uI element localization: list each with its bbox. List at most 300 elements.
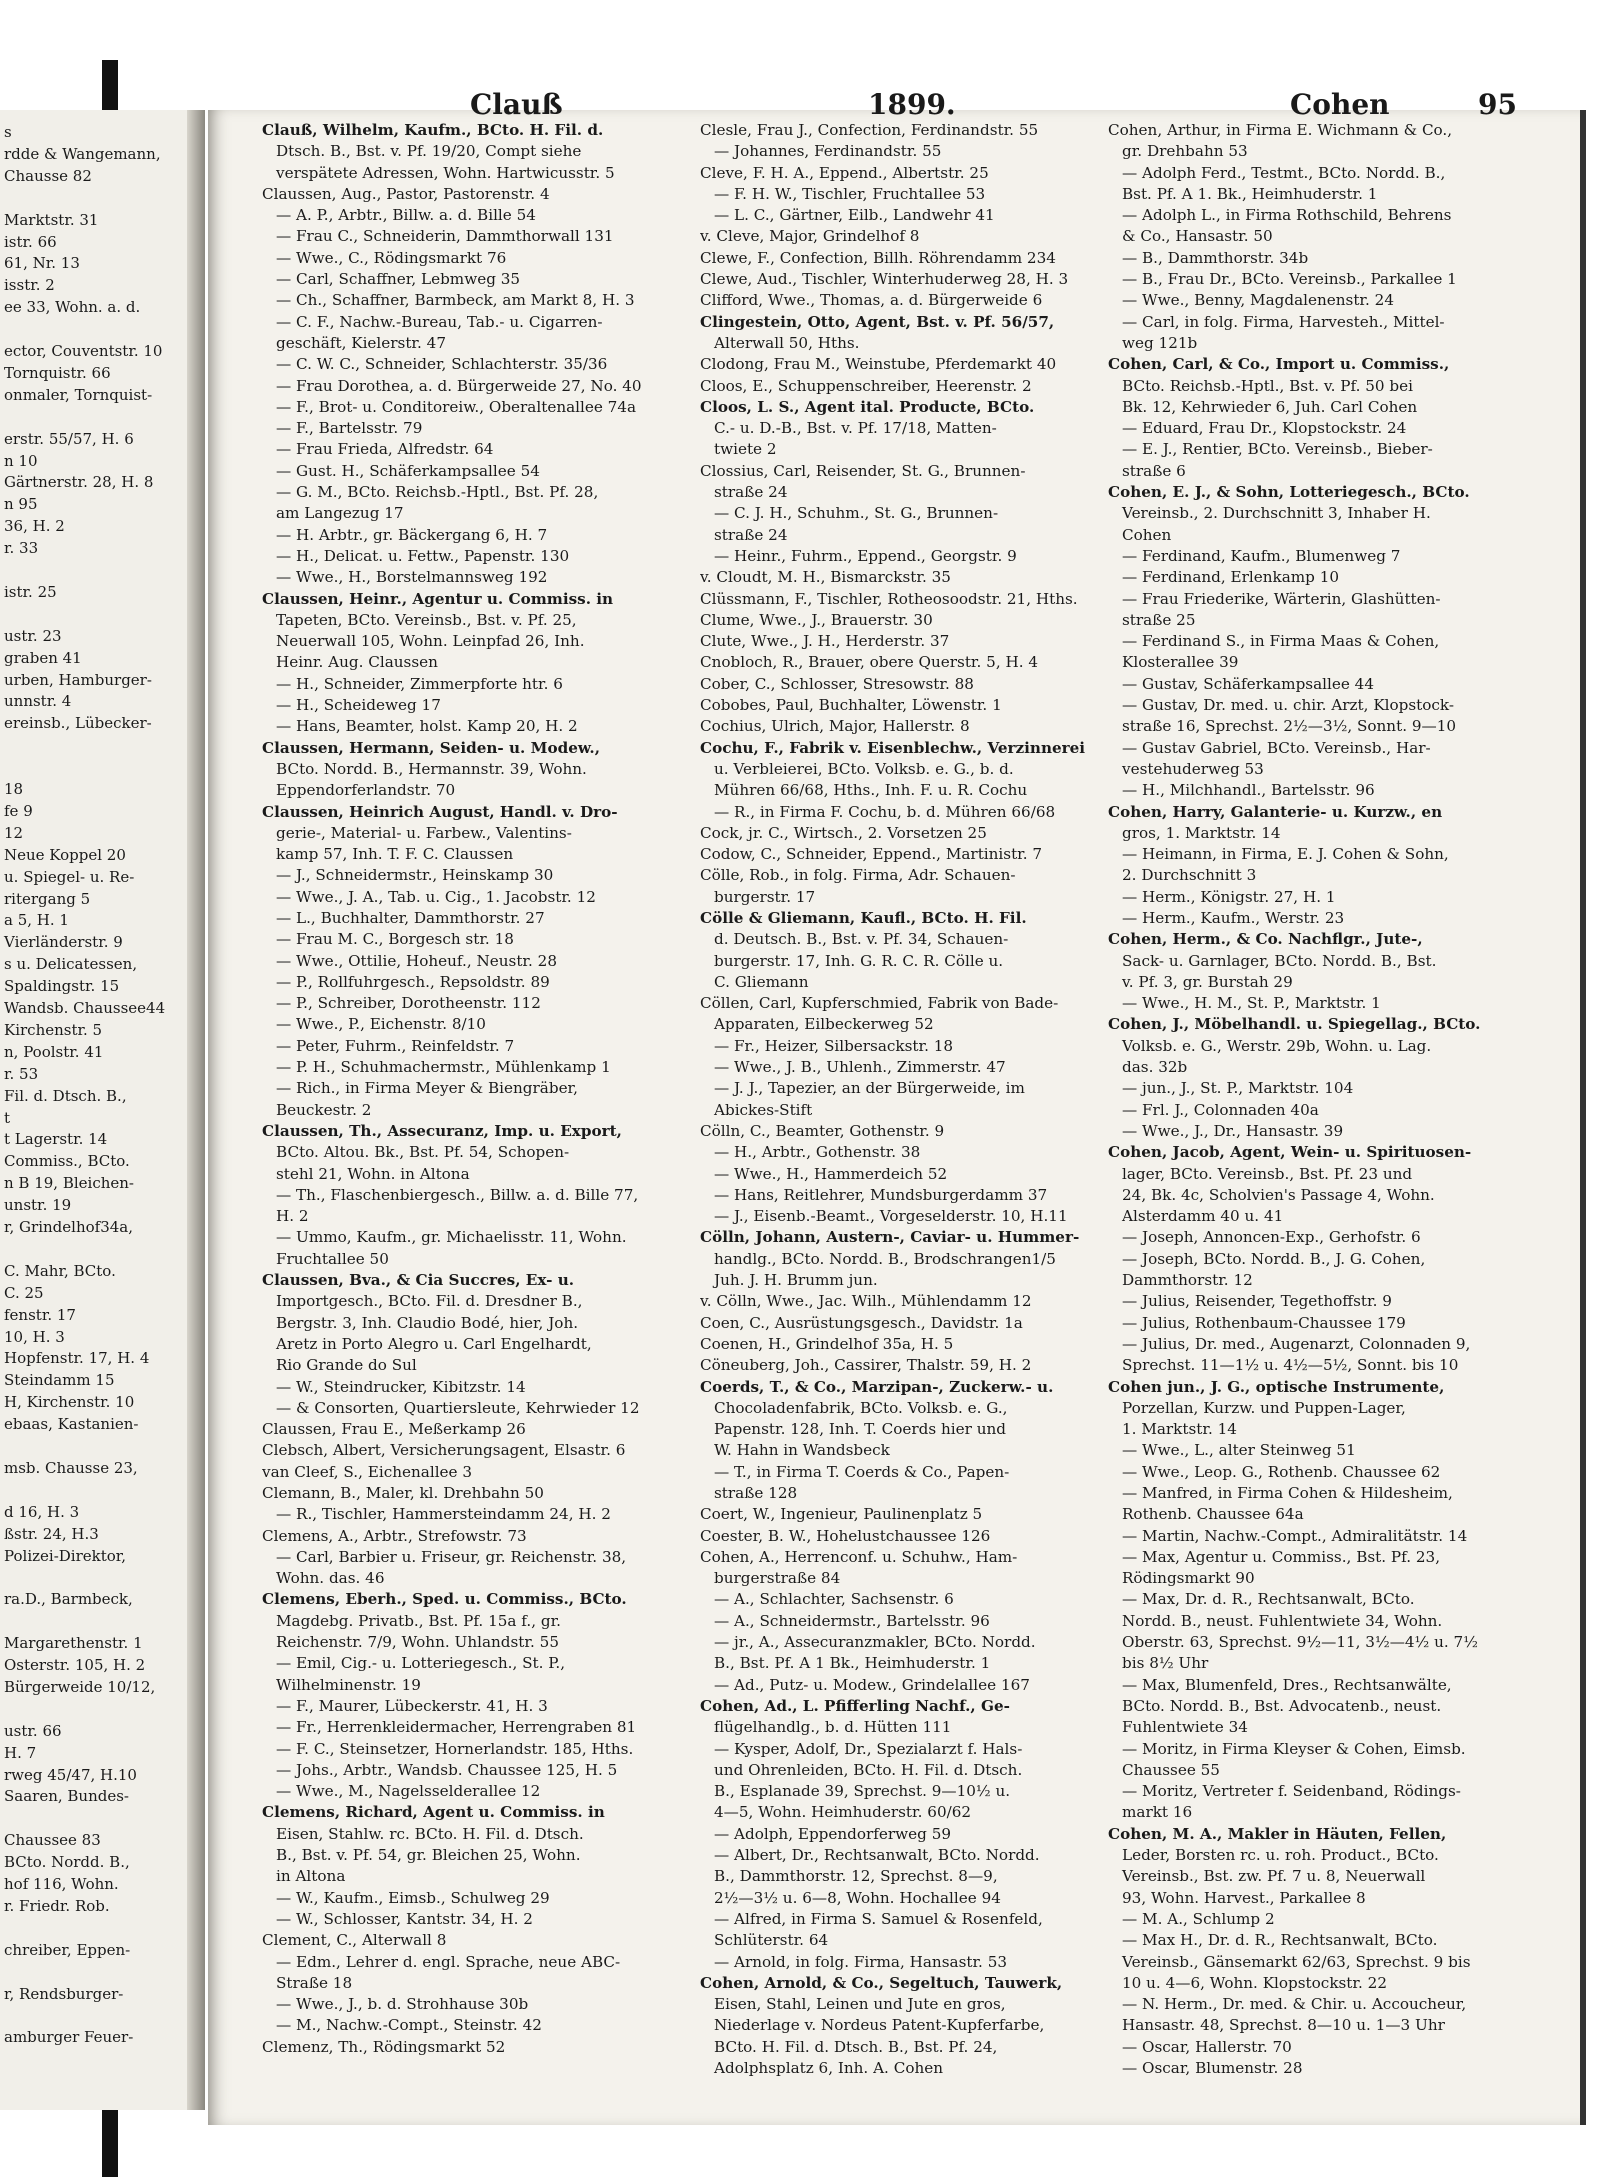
running-head-right: Cohen — [1290, 88, 1390, 121]
directory-entry-continuation: — Herm., Königstr. 27, H. 1 — [1122, 887, 1336, 906]
left-fragment-line: r. 53 — [4, 1064, 39, 1083]
directory-entry-continuation: Fuhlentwiete 34 — [1122, 1718, 1248, 1737]
directory-entry-continuation: — Adolph, Eppendorferweg 59 — [714, 1824, 952, 1843]
directory-entry-continuation: — Frau C., Schneiderin, Dammthorwall 131 — [276, 227, 614, 246]
directory-entry-continuation: Eppendorferlandstr. 70 — [276, 781, 456, 800]
directory-entry-continuation: — Carl, Barbier u. Friseur, gr. Reichenstr. 38, — [276, 1547, 627, 1566]
left-fragment-line: ritergang 5 — [4, 889, 91, 908]
left-fragment-line: rweg 45/47, H.10 — [4, 1765, 137, 1784]
directory-entry-firm: Claussen, Heinrich August, Handl. v. Dro- — [262, 802, 618, 821]
left-fragment-line: Fil. d. Dtsch. B., — [4, 1086, 127, 1105]
left-fragment-line: Commiss., BCto. — [4, 1152, 130, 1171]
directory-entry-continuation: — F. C., Steinsetzer, Hornerlandstr. 185, Hths. — [276, 1739, 634, 1758]
left-fragment-line: istr. 66 — [4, 232, 57, 251]
directory-entry: Cober, C., Schlosser, Stresowstr. 88 — [700, 674, 974, 693]
directory-entry-continuation: Nordd. B., neust. Fuhlentwiete 34, Wohn. — [1122, 1611, 1443, 1630]
directory-entry-firm: Claussen, Bva., & Cia Succres, Ex- u. — [262, 1271, 575, 1290]
directory-entry-continuation: — Adolph Ferd., Testmt., BCto. Nordd. B., — [1122, 163, 1446, 182]
directory-entry-continuation: Dammthorstr. 12 — [1122, 1271, 1253, 1290]
directory-entry-continuation: — Max, Blumenfeld, Dres., Rechtsanwälte, — [1122, 1675, 1452, 1694]
running-head-year: 1899. — [868, 88, 956, 121]
directory-entry-continuation: Eisen, Stahlw. rc. BCto. H. Fil. d. Dtsch. — [276, 1824, 584, 1843]
directory-entry: Clemens, A., Arbtr., Strefowstr. 73 — [262, 1526, 527, 1545]
directory-entry-continuation: Importgesch., BCto. Fil. d. Dresdner B., — [276, 1292, 583, 1311]
left-fragment-line: Bürgerweide 10/12, — [4, 1677, 156, 1696]
left-fragment-line: fenstr. 17 — [4, 1305, 76, 1324]
left-fragment-line: ector, Couventstr. 10 — [4, 342, 163, 360]
directory-entry-continuation: — & Consorten, Quartiersleute, Kehrwieder 12 — [276, 1398, 640, 1417]
directory-entry-continuation: kamp 57, Inh. T. F. C. Claussen — [276, 845, 514, 864]
directory-entry-continuation: — Frau Dorothea, a. d. Bürgerweide 27, No. 40 — [276, 376, 642, 395]
directory-entry: Cöneuberg, Joh., Cassirer, Thalstr. 59, H. 2 — [700, 1356, 1032, 1375]
directory-entry-continuation: Vereinsb., Bst. zw. Pf. 7 u. 8, Neuerwall — [1122, 1867, 1426, 1886]
directory-entry-continuation: Neuerwall 105, Wohn. Leinpfad 26, Inh. — [276, 632, 585, 651]
directory-entry-continuation: — Heimann, in Firma, E. J. Cohen & Sohn, — [1122, 845, 1449, 864]
directory-entry-continuation: B., Dammthorstr. 12, Sprechst. 8—9, — [714, 1867, 998, 1886]
left-fragment-line: s u. Delicatessen, — [4, 955, 138, 974]
left-fragment-line: Polizei-Direktor, — [4, 1546, 127, 1565]
directory-entry-continuation: — Ferdinand, Erlenkamp 10 — [1122, 568, 1340, 587]
directory-entry: Clossius, Carl, Reisender, St. G., Brunnen- — [700, 461, 1026, 480]
directory-entry-continuation: BCto. Nordd. B., Bst. Advocatenb., neust. — [1122, 1696, 1442, 1715]
left-fragment-line: ßstr. 24, H.3 — [4, 1524, 99, 1543]
directory-entry-continuation: Rio Grande do Sul — [276, 1356, 417, 1375]
directory-entry: Clute, Wwe., J. H., Herderstr. 37 — [700, 632, 950, 651]
directory-entry-continuation: burgerstr. 17, Inh. G. R. C. R. Cölle u. — [714, 951, 1004, 970]
directory-entry-continuation: — Arnold, in folg. Firma, Hansastr. 53 — [714, 1952, 1008, 1971]
left-fragment-line: Wandsb. Chaussee44 — [4, 999, 166, 1017]
column-2 — [700, 120, 1110, 2079]
directory-entry-continuation: — H., Scheideweg 17 — [276, 696, 441, 715]
directory-entry-continuation: — Gustav Gabriel, BCto. Vereinsb., Har- — [1122, 738, 1431, 757]
directory-entry-continuation: BCto. Reichsb.-Hptl., Bst. v. Pf. 50 bei — [1122, 376, 1413, 395]
left-fragment-line: onmaler, Tornquist- — [4, 385, 153, 404]
directory-entry-continuation: — F., Bartelsstr. 79 — [276, 419, 423, 438]
directory-entry-continuation: geschäft, Kielerstr. 47 — [276, 333, 446, 352]
directory-entry-continuation: Reichenstr. 7/9, Wohn. Uhlandstr. 55 — [276, 1633, 559, 1652]
directory-entry-continuation: Sack- u. Garnlager, BCto. Nordd. B., Bst. — [1122, 951, 1437, 970]
directory-entry-continuation: Klosterallee 39 — [1122, 653, 1239, 672]
directory-entry-continuation: — N. Herm., Dr. med. & Chir. u. Accoucheur, — [1122, 1995, 1467, 2014]
directory-entry-continuation: bis 8½ Uhr — [1122, 1654, 1209, 1673]
directory-entry-continuation: Magdebg. Privatb., Bst. Pf. 15a f., gr. — [276, 1611, 561, 1630]
directory-entry: Coen, C., Ausrüstungsgesch., Davidstr. 1a — [700, 1313, 1023, 1332]
directory-entry-continuation: — Wwe., H., Hammerdeich 52 — [714, 1164, 948, 1183]
directory-entry-continuation: — Joseph, BCto. Nordd. B., J. G. Cohen, — [1122, 1249, 1426, 1268]
directory-entry-continuation: — Hans, Beamter, holst. Kamp 20, H. 2 — [276, 717, 578, 736]
directory-entry-continuation: — Moritz, Vertreter f. Seidenband, Rödings- — [1122, 1782, 1461, 1801]
left-fragment-line: erstr. 55/57, H. 6 — [4, 429, 134, 448]
left-fragment-line: 18 — [4, 780, 24, 798]
directory-entry-continuation: Porzellan, Kurzw. und Puppen-Lager, — [1122, 1398, 1406, 1417]
left-fragment-line: n 95 — [4, 495, 38, 514]
left-fragment-line: fe 9 — [4, 801, 33, 820]
directory-entry-firm: Cloos, L. S., Agent ital. Producte, BCto. — [700, 397, 1035, 416]
directory-entry-continuation: u. Verbleierei, BCto. Volksb. e. G., b. d. — [714, 759, 1014, 778]
directory-entry-continuation: Alterwall 50, Hths. — [714, 333, 860, 352]
directory-entry-continuation: — Wwe., C., Rödingsmarkt 76 — [276, 248, 507, 267]
left-fragment-line: Steindamm 15 — [4, 1371, 115, 1390]
directory-entry-continuation: in Altona — [276, 1867, 346, 1886]
directory-entry-continuation: — Gustav, Dr. med. u. chir. Arzt, Klopstock- — [1122, 696, 1454, 715]
directory-entry: Clebsch, Albert, Versicherungsagent, Elsastr. 6 — [262, 1441, 626, 1460]
left-fragment-line: Vierländerstr. 9 — [4, 933, 123, 952]
directory-entry-continuation: gerie-, Material- u. Farbew., Valentins- — [276, 823, 572, 842]
directory-entry-continuation: twiete 2 — [714, 440, 777, 459]
directory-entry-continuation: — Wwe., J., Dr., Hansastr. 39 — [1122, 1121, 1344, 1140]
directory-entry-continuation: B., Bst. v. Pf. 54, gr. Bleichen 25, Wohn. — [276, 1846, 581, 1865]
directory-entry: Cölle, Rob., in folg. Firma, Adr. Schauen- — [700, 866, 1016, 885]
directory-entry-continuation: Bk. 12, Kehrwieder 6, Juh. Carl Cohen — [1122, 397, 1418, 416]
directory-entry-continuation: — Kysper, Adolf, Dr., Spezialarzt f. Hals- — [714, 1739, 1023, 1758]
directory-entry-continuation: — Alfred, in Firma S. Samuel & Rosenfeld, — [714, 1909, 1043, 1928]
directory-entry-continuation: — J., Schneidermstr., Heinskamp 30 — [276, 866, 554, 885]
left-fragment-line: graben 41 — [4, 648, 82, 667]
directory-entry-continuation: Chocoladenfabrik, BCto. Volksb. e. G., — [714, 1398, 1008, 1417]
left-fragment-line: msb. Chausse 23, — [4, 1458, 138, 1477]
directory-entry-continuation: — Th., Flaschenbiergesch., Billw. a. d. Bille 77, — [276, 1185, 639, 1204]
directory-entry-continuation: straße 24 — [714, 525, 788, 544]
directory-entry-firm: Claussen, Th., Assecuranz, Imp. u. Export, — [262, 1121, 622, 1140]
directory-entry-continuation: H. 2 — [276, 1207, 309, 1226]
left-page-fragment — [0, 110, 205, 2110]
directory-entry-continuation: — Max H., Dr. d. R., Rechtsanwalt, BCto. — [1122, 1931, 1438, 1950]
left-fragment-line: u. Spiegel- u. Re- — [4, 867, 135, 886]
directory-entry-firm: Cohen, Harry, Galanterie- u. Kurzw., en — [1108, 802, 1443, 821]
top-margin — [0, 0, 1600, 60]
left-fragment-line: unnstr. 4 — [4, 692, 72, 711]
directory-entry-continuation: — Wwe., J. B., Uhlenh., Zimmerstr. 47 — [714, 1058, 1006, 1077]
directory-entry: v. Cloudt, M. H., Bismarckstr. 35 — [700, 568, 951, 587]
directory-entry-continuation: — Max, Dr. d. R., Rechtsanwalt, BCto. — [1122, 1590, 1415, 1609]
directory-entry-continuation: — E. J., Rentier, BCto. Vereinsb., Bieber- — [1122, 440, 1433, 459]
directory-entry-continuation: Wohn. das. 46 — [276, 1569, 385, 1588]
directory-entry-continuation: — Wwe., J., b. d. Strohhause 30b — [276, 1995, 529, 2014]
directory-entry-continuation: — L., Buchhalter, Dammthorstr. 27 — [276, 908, 545, 927]
directory-entry-continuation: Niederlage v. Nordeus Patent-Kupferfarbe, — [714, 2016, 1045, 2035]
left-fragment-line: Saaren, Bundes- — [4, 1787, 129, 1806]
directory-entry-firm: Cölln, Johann, Austern-, Caviar- u. Hummer- — [700, 1228, 1080, 1247]
directory-entry-continuation: — Eduard, Frau Dr., Klopstockstr. 24 — [1122, 419, 1407, 438]
left-fragment-line: istr. 25 — [4, 582, 57, 601]
directory-entry-firm: Cohen, Jacob, Agent, Wein- u. Spirituosen- — [1108, 1143, 1472, 1162]
directory-entry-continuation: BCto. Altou. Bk., Bst. Pf. 54, Schopen- — [276, 1143, 570, 1162]
left-fragment-line: r. Friedr. Rob. — [4, 1896, 110, 1915]
directory-entry-continuation: 2½—3½ u. 6—8, Wohn. Hochallee 94 — [714, 1888, 1001, 1907]
directory-entry-continuation: C. Gliemann — [714, 972, 809, 991]
running-head-left: Clauß — [470, 88, 563, 121]
directory-entry-firm: Cohen, J., Möbelhandl. u. Spiegellag., BCto. — [1108, 1015, 1481, 1034]
directory-entry-continuation: — Oscar, Hallerstr. 70 — [1122, 2037, 1292, 2056]
directory-entry: Clifford, Wwe., Thomas, a. d. Bürgerweide 6 — [700, 291, 1043, 310]
directory-entry-continuation: BCto. H. Fil. d. Dtsch. B., Bst. Pf. 24, — [714, 2037, 998, 2056]
directory-entry-continuation: Aretz in Porto Alegro u. Carl Engelhardt, — [276, 1334, 592, 1353]
directory-entry: Clemenz, Th., Rödingsmarkt 52 — [262, 2037, 506, 2056]
directory-entry: Claussen, Aug., Pastor, Pastorenstr. 4 — [262, 184, 550, 203]
left-fragment-line: Gärtnerstr. 28, H. 8 — [4, 473, 154, 492]
left-fragment-line: Neue Koppel 20 — [4, 845, 126, 864]
left-fragment-line: H, Kirchenstr. 10 — [4, 1393, 135, 1412]
directory-entry-continuation: Chaussee 55 — [1122, 1760, 1220, 1779]
directory-entry-continuation: Beuckestr. 2 — [276, 1100, 372, 1119]
directory-entry-continuation: Hansastr. 48, Sprechst. 8—10 u. 1—3 Uhr — [1122, 2016, 1445, 2035]
left-fragment-line: Chausse 82 — [4, 166, 92, 185]
directory-entry-continuation: — Ferdinand S., in Firma Maas & Cohen, — [1122, 632, 1440, 651]
directory-entry: Clewe, F., Confection, Billh. Röhrendamm 234 — [700, 248, 1056, 267]
directory-entry-continuation: — M., Nachw.-Compt., Steinstr. 42 — [276, 2016, 542, 2035]
directory-entry-continuation: — Johannes, Ferdinandstr. 55 — [714, 142, 942, 161]
directory-entry-continuation: — Wwe., J. A., Tab. u. Cig., 1. Jacobstr. 12 — [276, 887, 596, 906]
directory-entry-continuation: 93, Wohn. Harvest., Parkallee 8 — [1122, 1888, 1366, 1907]
directory-entry-continuation: — F., Maurer, Lübeckerstr. 41, H. 3 — [276, 1696, 548, 1715]
directory-entry-continuation: — H., Schneider, Zimmerpforte htr. 6 — [276, 674, 563, 693]
directory-entry-continuation: — Martin, Nachw.-Compt., Admiralitätstr. 14 — [1122, 1526, 1468, 1545]
left-fragment-line: hof 116, Wohn. — [4, 1875, 119, 1893]
directory-entry-continuation: — Wwe., M., Nagelsselderallee 12 — [276, 1782, 541, 1801]
directory-entry-continuation: — Albert, Dr., Rechtsanwalt, BCto. Nordd. — [714, 1846, 1040, 1865]
directory-entry-continuation: — P. H., Schuhmachermstr., Mühlenkamp 1 — [276, 1058, 611, 1077]
directory-entry: Coert, W., Ingenieur, Paulinenplatz 5 — [700, 1505, 983, 1524]
left-fragment-line: a 5, H. 1 — [4, 911, 69, 930]
directory-entry-continuation: — Julius, Dr. med., Augenarzt, Colonnaden 9, — [1122, 1334, 1471, 1353]
left-fragment-line: t Lagerstr. 14 — [4, 1130, 108, 1149]
directory-entry-continuation: BCto. Nordd. B., Hermannstr. 39, Wohn. — [276, 759, 587, 778]
directory-entry: Clement, C., Alterwall 8 — [262, 1931, 447, 1950]
directory-entry-continuation: Abickes-Stift — [714, 1100, 813, 1119]
directory-entry: Claussen, Frau E., Meßerkamp 26 — [262, 1420, 526, 1439]
directory-entry-continuation: weg 121b — [1122, 333, 1198, 352]
left-fragment-line: s — [4, 123, 12, 141]
directory-entry-continuation: — Peter, Fuhrm., Reinfeldstr. 7 — [276, 1036, 515, 1055]
directory-entry-firm: Cohen, Arnold, & Co., Segeltuch, Tauwerk, — [700, 1973, 1063, 1992]
directory-entry-continuation: — H., Delicat. u. Fettw., Papenstr. 130 — [276, 546, 570, 565]
directory-entry-continuation: und Ohrenleiden, BCto. H. Fil. d. Dtsch. — [714, 1760, 1023, 1779]
directory-entry-firm: Clemens, Eberh., Sped. u. Commiss., BCto. — [262, 1590, 627, 1609]
directory-entry-continuation: Sprechst. 11—1½ u. 4½—5½, Sonnt. bis 10 — [1122, 1356, 1459, 1375]
directory-entry-continuation: — Wwe., H. M., St. P., Marktstr. 1 — [1122, 994, 1381, 1013]
left-fragment-line: n, Poolstr. 41 — [4, 1042, 104, 1061]
directory-entry-continuation: — Herm., Kaufm., Werstr. 23 — [1122, 908, 1345, 927]
left-fragment-line: 10, H. 3 — [4, 1327, 65, 1346]
directory-entry-continuation: — P., Rollfuhrgesch., Repsoldstr. 89 — [276, 972, 550, 991]
directory-entry-continuation: Leder, Borsten rc. u. roh. Product., BCto. — [1122, 1846, 1439, 1865]
directory-entry-continuation: Fruchtallee 50 — [276, 1249, 389, 1268]
directory-entry: Cöllen, Carl, Kupferschmied, Fabrik von Bade- — [700, 994, 1059, 1013]
page-edge — [1580, 110, 1586, 2125]
left-fragment-line: 61, Nr. 13 — [4, 254, 80, 273]
directory-entry-continuation: 1. Marktstr. 14 — [1122, 1420, 1237, 1439]
directory-entry: Cock, jr. C., Wirtsch., 2. Vorsetzen 25 — [700, 823, 987, 842]
directory-entry-continuation: Schlüterstr. 64 — [714, 1931, 829, 1950]
directory-entry-continuation: — P., Schreiber, Dorotheenstr. 112 — [276, 994, 541, 1013]
directory-entry-continuation: — Ummo, Kaufm., gr. Michaelisstr. 11, Wohn. — [276, 1228, 627, 1247]
directory-entry-firm: Claussen, Hermann, Seiden- u. Modew., — [262, 738, 600, 757]
directory-entry-continuation: Rödingsmarkt 90 — [1122, 1569, 1255, 1588]
directory-entry-continuation: vestehuderweg 53 — [1122, 759, 1264, 778]
left-fragment-line: n 10 — [4, 451, 38, 470]
directory-entry-firm: Claussen, Heinr., Agentur u. Commiss. in — [262, 589, 614, 608]
directory-entry-continuation: — T., in Firma T. Coerds & Co., Papen- — [714, 1462, 1010, 1481]
left-fragment-line: n B 19, Bleichen- — [4, 1174, 135, 1193]
directory-entry-continuation: Rothenb. Chaussee 64a — [1122, 1505, 1304, 1524]
directory-entry-continuation: — J. J., Tapezier, an der Bürgerweide, im — [714, 1079, 1025, 1098]
directory-entry-continuation: Heinr. Aug. Claussen — [276, 653, 438, 672]
directory-entry-continuation: — Hans, Reitlehrer, Mundsburgerdamm 37 — [714, 1185, 1048, 1204]
directory-entry-continuation: Wilhelminenstr. 19 — [276, 1675, 421, 1694]
directory-entry-continuation: Alsterdamm 40 u. 41 — [1122, 1207, 1284, 1226]
directory-entry-continuation: — Fr., Herrenkleidermacher, Herrengraben 81 — [276, 1718, 637, 1737]
directory-entry-continuation: B., Bst. Pf. A 1 Bk., Heimhuderstr. 1 — [714, 1654, 991, 1673]
directory-entry-firm: Clauß, Wilhelm, Kaufm., BCto. H. Fil. d. — [262, 121, 604, 139]
directory-entry-continuation: straße 128 — [714, 1484, 798, 1502]
directory-entry-continuation: burgerstr. 17 — [714, 887, 816, 906]
left-fragment-line: ee 33, Wohn. a. d. — [4, 298, 141, 317]
directory-entry-continuation: — R., Tischler, Hammersteindamm 24, H. 2 — [276, 1505, 611, 1524]
directory-entry-continuation: — Julius, Rothenbaum-Chaussee 179 — [1122, 1313, 1406, 1332]
left-fragment-line: Marktstr. 31 — [4, 210, 99, 229]
left-fragment-line: urben, Hamburger- — [4, 670, 152, 689]
directory-entry-continuation: straße 25 — [1122, 610, 1196, 629]
directory-entry: v. Cleve, Major, Grindelhof 8 — [700, 227, 920, 246]
directory-entry-continuation: gros, 1. Marktstr. 14 — [1122, 823, 1281, 842]
directory-entry-continuation: Adolphsplatz 6, Inh. A. Cohen — [714, 2059, 944, 2078]
directory-entry-continuation: — G. M., BCto. Reichsb.-Hptl., Bst. Pf. 28, — [276, 483, 599, 502]
directory-entry-continuation: — Frau M. C., Borgesch str. 18 — [276, 930, 514, 949]
directory-entry-continuation: — H., Arbtr., Gothenstr. 38 — [714, 1143, 921, 1162]
directory-entry-continuation: Apparaten, Eilbeckerweg 52 — [714, 1015, 934, 1034]
directory-entry: van Cleef, S., Eichenallee 3 — [262, 1462, 473, 1481]
directory-entry-continuation: — Wwe., Ottilie, Hoheuf., Neustr. 28 — [276, 951, 557, 970]
directory-entry-continuation: — J., Eisenb.-Beamt., Vorgeselderstr. 10, H.11 — [714, 1207, 1068, 1226]
left-fragment-line: 36, H. 2 — [4, 517, 65, 536]
directory-entry-continuation: Oberstr. 63, Sprechst. 9½—11, 3½—4½ u. 7½ — [1122, 1633, 1478, 1652]
left-fragment-line: C. 25 — [4, 1283, 44, 1302]
left-fragment-line: rdde & Wangemann, — [4, 144, 161, 163]
directory-entry-continuation: 10 u. 4—6, Wohn. Klopstockstr. 22 — [1122, 1973, 1387, 1992]
directory-entry: Cloos, E., Schuppenschreiber, Heerenstr. 2 — [700, 376, 1032, 395]
directory-entry-continuation: verspätete Adressen, Wohn. Hartwicusstr. 5 — [276, 163, 615, 182]
directory-entry-continuation: am Langezug 17 — [276, 504, 404, 523]
directory-entry: Cleve, F. H. A., Eppend., Albertstr. 25 — [700, 163, 989, 182]
directory-entry-continuation: Mühren 66/68, Hths., Inh. F. u. R. Cochu — [714, 781, 1028, 800]
directory-entry: Coester, B. W., Hohelustchaussee 126 — [700, 1526, 991, 1545]
directory-entry-continuation: Bst. Pf. A 1. Bk., Heimhuderstr. 1 — [1122, 184, 1378, 203]
directory-entry-continuation: B., Esplanade 39, Sprechst. 9—10½ u. — [714, 1782, 1011, 1801]
directory-entry-continuation: handlg., BCto. Nordd. B., Brodschrangen1/5 — [714, 1249, 1056, 1268]
page-gutter — [187, 110, 205, 2110]
directory-entry: Clume, Wwe., J., Brauerstr. 30 — [700, 610, 933, 629]
directory-entry-continuation: — H. Arbtr., gr. Bäckergang 6, H. 7 — [276, 525, 548, 544]
directory-entry-continuation: — Frl. J., Colonnaden 40a — [1122, 1100, 1319, 1119]
left-fragment-line: r, Rendsburger- — [4, 1984, 124, 2003]
directory-entry-continuation: Bergstr. 3, Inh. Claudio Bodé, hier, Joh. — [276, 1313, 579, 1332]
directory-entry-firm: Cölle & Gliemann, Kaufl., BCto. H. Fil. — [700, 908, 1027, 927]
directory-entry: Cnobloch, R., Brauer, obere Querstr. 5, H. 4 — [700, 653, 1039, 672]
directory-entry-continuation: — Oscar, Blumenstr. 28 — [1122, 2059, 1303, 2078]
directory-entry-continuation: — Ferdinand, Kaufm., Blumenweg 7 — [1122, 546, 1401, 565]
directory-entry-firm: Clemens, Richard, Agent u. Commiss. in — [262, 1803, 605, 1822]
directory-entry: Cohen, A., Herrenconf. u. Schuhw., Ham- — [700, 1547, 1018, 1566]
directory-entry-continuation: Dtsch. B., Bst. v. Pf. 19/20, Compt siehe — [276, 142, 582, 161]
directory-entry-continuation: Cohen — [1122, 525, 1172, 544]
directory-entry-continuation: & Co., Hansastr. 50 — [1122, 227, 1273, 246]
directory-entry-continuation: — Emil, Cig.- u. Lotteriegesch., St. P., — [276, 1654, 566, 1673]
directory-entry-firm: Coerds, T., & Co., Marzipan-, Zuckerw.- u. — [700, 1377, 1054, 1396]
left-fragment-line: ustr. 66 — [4, 1721, 62, 1740]
directory-entry-continuation: burgerstraße 84 — [714, 1569, 841, 1588]
directory-entry-continuation: — Wwe., P., Eichenstr. 8/10 — [276, 1015, 486, 1034]
directory-entry: Clemann, B., Maler, kl. Drehbahn 50 — [262, 1484, 544, 1502]
directory-entry-continuation: — Frau Friederike, Wärterin, Glashütten- — [1122, 589, 1441, 608]
directory-entry: Clewe, Aud., Tischler, Winterhuderweg 28, H. 3 — [700, 270, 1069, 289]
directory-entry-continuation: W. Hahn in Wandsbeck — [714, 1441, 890, 1460]
directory-entry: v. Cölln, Wwe., Jac. Wilh., Mühlendamm 12 — [700, 1292, 1032, 1311]
directory-entry: Cohen, Arthur, in Firma E. Wichmann & Co., — [1108, 121, 1453, 139]
left-fragment-line: Kirchenstr. 5 — [4, 1020, 103, 1039]
directory-entry-continuation: — Joseph, Annoncen-Exp., Gerhofstr. 6 — [1122, 1228, 1421, 1247]
directory-entry-continuation: — C. F., Nachw.-Bureau, Tab.- u. Cigarren- — [276, 312, 603, 331]
directory-entry-continuation: v. Pf. 3, gr. Burstah 29 — [1122, 972, 1293, 991]
directory-entry-continuation: Straße 18 — [276, 1973, 353, 1992]
directory-entry-continuation: straße 24 — [714, 483, 788, 502]
left-fragment-line: Chaussee 83 — [4, 1831, 101, 1850]
left-fragment-line: unstr. 19 — [4, 1196, 72, 1215]
directory-entry-continuation: — R., in Firma F. Cochu, b. d. Mühren 66/68 — [714, 802, 1056, 821]
directory-entry-continuation: straße 16, Sprechst. 2½—3½, Sonnt. 9—10 — [1122, 717, 1457, 736]
directory-entry-firm: Cohen, Herm., & Co. Nachflgr., Jute-, — [1108, 930, 1423, 949]
directory-entry-continuation: Volksb. e. G., Werstr. 29b, Wohn. u. Lag. — [1122, 1036, 1432, 1055]
left-fragment-line: r, Grindelhof34a, — [4, 1218, 133, 1236]
directory-entry-continuation: stehl 21, Wohn. in Altona — [276, 1164, 470, 1183]
directory-entry-continuation: — F., Brot- u. Conditoreiw., Oberaltenallee 74a — [276, 397, 637, 416]
directory-entry-continuation: — Fr., Heizer, Silbersackstr. 18 — [714, 1036, 954, 1055]
directory-entry: Cobobes, Paul, Buchhalter, Löwenstr. 1 — [700, 696, 1002, 715]
directory-entry-continuation: Papenstr. 128, Inh. T. Coerds hier und — [714, 1420, 1006, 1439]
directory-entry-continuation: — H., Milchhandl., Bartelsstr. 96 — [1122, 781, 1375, 800]
left-fragment-line: ebaas, Kastanien- — [4, 1415, 139, 1434]
directory-entry-continuation: Juh. J. H. Brumm jun. — [714, 1271, 878, 1290]
directory-entry-continuation: — Moritz, in Firma Kleyser & Cohen, Eimsb. — [1122, 1739, 1466, 1758]
directory-entry-continuation: lager, BCto. Vereinsb., Bst. Pf. 23 und — [1122, 1164, 1413, 1183]
directory-entry-continuation: C.- u. D.-B., Bst. v. Pf. 17/18, Matten- — [714, 419, 997, 438]
left-fragment-line: C. Mahr, BCto. — [4, 1261, 116, 1280]
column-1 — [262, 120, 702, 2058]
left-fragment-line: amburger Feuer- — [4, 2028, 134, 2047]
column-3 — [1108, 120, 1548, 2079]
directory-entry-continuation: — B., Dammthorstr. 34b — [1122, 248, 1309, 267]
directory-entry-continuation: 4—5, Wohn. Heimhuderstr. 60/62 — [714, 1803, 972, 1822]
directory-entry-continuation: — Wwe., H., Borstelmannsweg 192 — [276, 568, 548, 587]
directory-entry-continuation: das. 32b — [1122, 1058, 1188, 1077]
directory-entry: Codow, C., Schneider, Eppend., Martinistr. 7 — [700, 845, 1043, 864]
directory-entry-continuation: — Julius, Reisender, Tegethoffstr. 9 — [1122, 1292, 1392, 1311]
left-fragment-line: Hopfenstr. 17, H. 4 — [4, 1349, 150, 1368]
directory-entry: Clesle, Frau J., Confection, Ferdinandstr. 55 — [700, 121, 1039, 139]
directory-entry-continuation: — Edm., Lehrer d. engl. Sprache, neue ABC- — [276, 1952, 621, 1971]
directory-entry-continuation: — Ad., Putz- u. Modew., Grindelallee 167 — [714, 1675, 1030, 1694]
left-fragment-line: H. 7 — [4, 1743, 37, 1762]
directory-entry-continuation: — Wwe., L., alter Steinweg 51 — [1122, 1441, 1356, 1460]
directory-entry-continuation: — Ch., Schaffner, Barmbeck, am Markt 8, H. 3 — [276, 291, 635, 310]
directory-entry: Cölln, C., Beamter, Gothenstr. 9 — [700, 1121, 945, 1140]
directory-entry-firm: Cohen, M. A., Makler in Häuten, Fellen, — [1108, 1824, 1447, 1843]
directory-entry-continuation: — W., Schlosser, Kantstr. 34, H. 2 — [276, 1909, 533, 1928]
left-fragment-line: BCto. Nordd. B., — [4, 1853, 130, 1872]
directory-entry-continuation: markt 16 — [1122, 1803, 1193, 1822]
left-fragment-line: ra.D., Barmbeck, — [4, 1590, 133, 1609]
directory-entry: Coenen, H., Grindelhof 35a, H. 5 — [700, 1334, 954, 1353]
directory-entry-continuation: — W., Kaufm., Eimsb., Schulweg 29 — [276, 1888, 550, 1907]
